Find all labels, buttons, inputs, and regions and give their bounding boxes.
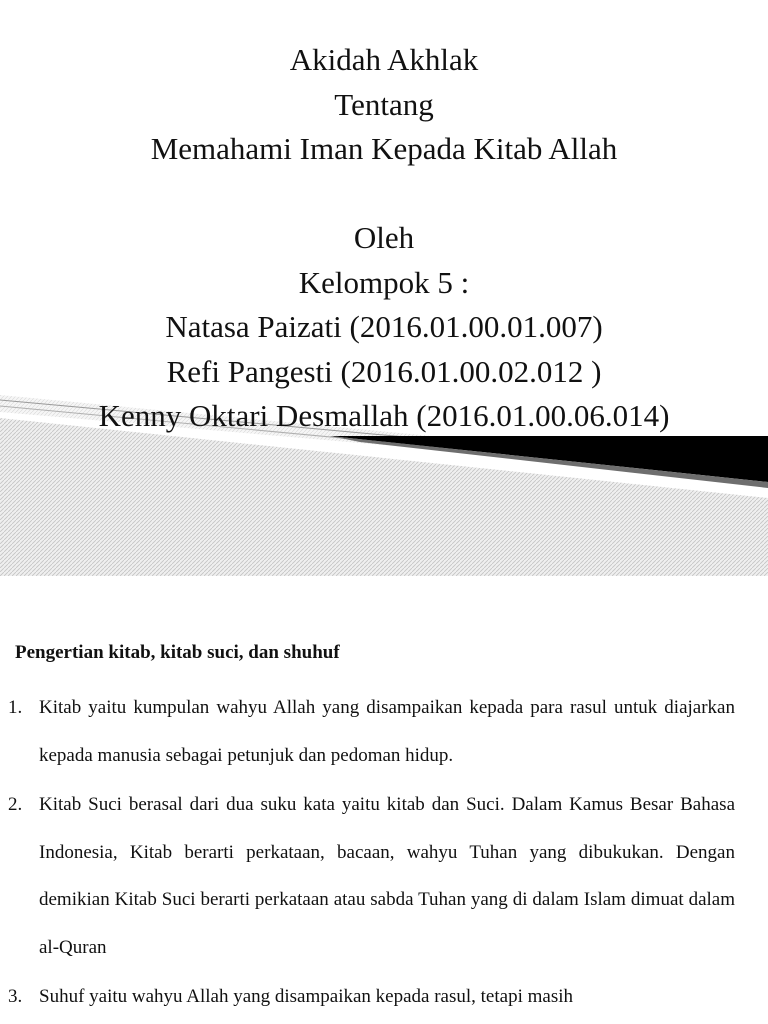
document-page [0,576,768,1024]
title-line-2: Tentang [334,86,434,122]
list-number: 2. [8,794,23,815]
list-item [0,684,768,779]
list-text: Suhuf yaitu wahyu Allah yang disampaikan kepada rasul, tetapi masih [39,986,573,1007]
definition-list [0,684,768,1023]
title-gap [0,172,768,217]
list-number: 3. [8,986,23,1007]
author-line-3: Natasa Paizati (2016.01.00.01.007) [165,309,603,344]
author-line-2: Kelompok 5 : [298,264,470,300]
list-text: Kitab Suci berasal dari dua suku kata yaitu kitab dan Suci. Dalam Kamus Besar Bahasa Indonesia, Kitab berarti perkataan, bacaan, wahyu Tuhan yang dibukukan. Dengan demikian Kitab Suci berarti perkataan atau sabda Tuhan yang di dalam Islam dimuat dalam al-Quran [39,794,735,958]
list-item [0,781,768,971]
list-text: Kitab yaitu kumpulan wahyu Allah yang disampaikan kepada para rasul untuk diajarkan kepada manusia sebagai petunjuk dan pedoman hidup. [39,697,735,766]
list-number: 1. [8,697,23,718]
author-line-5: Kenny Oktari Desmallah (2016.01.00.06.014) [98,398,670,433]
title-line-3: Memahami Iman Kepada Kitab Allah [150,131,618,166]
section-heading: Pengertian kitab, kitab suci, dan shuhuf [15,642,340,663]
title-line-1: Akidah Akhlak [289,42,479,77]
list-item [0,973,768,1021]
author-line-1: Oleh [353,220,415,255]
author-line-4: Refi Pangesti (2016.01.00.02.012 ) [166,353,602,389]
slide-title-block [0,38,768,439]
